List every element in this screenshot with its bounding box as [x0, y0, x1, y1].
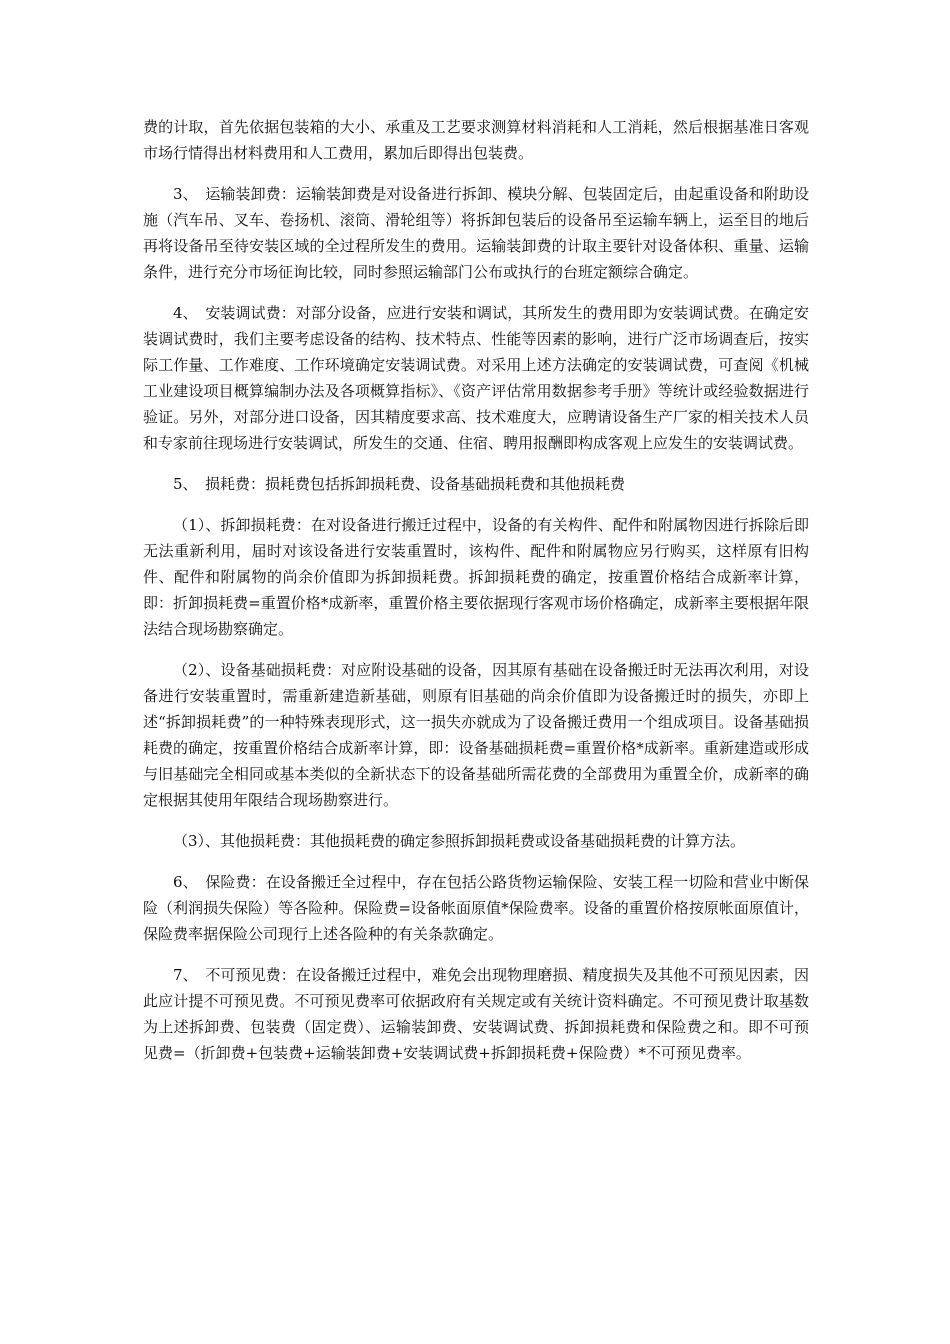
paragraph-foundation-loss: （2）、设备基础损耗费：对应附设基础的设备，因其原有基础在设备搬迁时无法再次利用，对设备进行安装重置时，需重新建造新基础，则原有旧基础的尚余价值即为设备搬迁时的损失，亦即上述“拆卸损耗费”的一种特殊表现形式，这一损失亦就成为了设备搬迁费用一个组成项目。设备基础损耗费的确定，按重置价格结合成新率计算，即：设备基础损耗费=重置价格*成新率。重新建造或形成与旧基础完全相同或基本类似的全新状态下的设备基础所需花费的全部费用为重置全价，成新率的确定根据其使用年限结合现场勘察进行。: [143, 661, 809, 809]
paragraph-installation-fee: 4、 安装调试费：对部分设备，应进行安装和调试，其所发生的费用即为安装调试费。在确定安装调试费时，我们主要考虑设备的结构、技术特点、性能等因素的影响，进行广泛市场调查后，按实际工作量、工作难度、工作环境确定安装调试费。对采用上述方法确定的安装调试费，可查阅《机械工业建设项目概算编制办法及各项概算指标》、《资产评估常用数据参考手册》等统计或经验数据进行验证。另外，对部分进口设备，因其精度要求高、技术难度大，应聘请设备生产厂家的相关技术人员和专家前往现场进行安装调试，所发生的交通、住宿、聘用报酬即构成客观上应发生的安装调试费。: [143, 304, 809, 452]
paragraph-transport-fee: 3、 运输装卸费：运输装卸费是对设备进行拆卸、模块分解、包装固定后，由起重设备和附助设施（汽车吊、叉车、卷扬机、滚筒、滑轮组等）将拆卸包装后的设备吊至运输车辆上，运至目的地后再将设备吊至待安装区域的全过程所发生的费用。运输装卸费的计取主要针对设备体积、重量、运输条件，进行充分市场征询比较，同时参照运输部门公布或执行的台班定额综合确定。: [143, 185, 809, 281]
document-page: [143, 114, 809, 1081]
paragraph-loss-fee: 5、 损耗费：损耗费包括拆卸损耗费、设备基础损耗费和其他损耗费: [173, 475, 626, 493]
paragraph-disassembly-loss: （1）、拆卸损耗费：在对设备进行搬迁过程中，设备的有关构件、配件和附属物因进行拆除后即无法重新利用，届时对该设备进行安装重置时，该构件、配件和附属物应另行购买，这样原有旧构件、配件和附属物的尚余价值即为拆卸损耗费。拆卸损耗费的确定，按重置价格结合成新率计算，即：折卸损耗费=重置价格*成新率，重置价格主要依据现行客观市场价格确定，成新率主要根据年限法结合现场勘察确定。: [143, 516, 809, 638]
paragraph-packaging-continued: 费的计取，首先依据包装箱的大小、承重及工艺要求测算材料消耗和人工消耗，然后根据基准日客观市场行情得出材料费用和人工费用，累加后即得出包装费。: [143, 118, 809, 162]
paragraph-other-loss: （3）、其他损耗费：其他损耗费的确定参照拆卸损耗费或设备基础损耗费的计算方法。: [173, 832, 746, 850]
paragraph-unforeseen-fee: 7、 不可预见费：在设备搬迁过程中，难免会出现物理磨损、精度损失及其他不可预见因素，因此应计提不可预见费。不可预见费率可依据政府有关规定或有关统计资料确定。不可预见费计取基数为上述拆卸费、包装费（固定费）、运输装卸费、安装调试费、拆卸损耗费和保险费之和。即不可预见费=（折卸费+包装费+运输装卸费+安装调试费+拆卸损耗费+保险费）*不可预见费率。: [143, 966, 809, 1062]
paragraph-insurance-fee: 6、 保险费：在设备搬迁全过程中，存在包括公路货物运输保险、安装工程一切险和营业中断保险（利润损失保险）等各险种。保险费=设备帐面原值*保险费率。设备的重置价格按原帐面原值计，保险费率据保险公司现行上述各险种的有关条款确定。: [143, 873, 809, 943]
